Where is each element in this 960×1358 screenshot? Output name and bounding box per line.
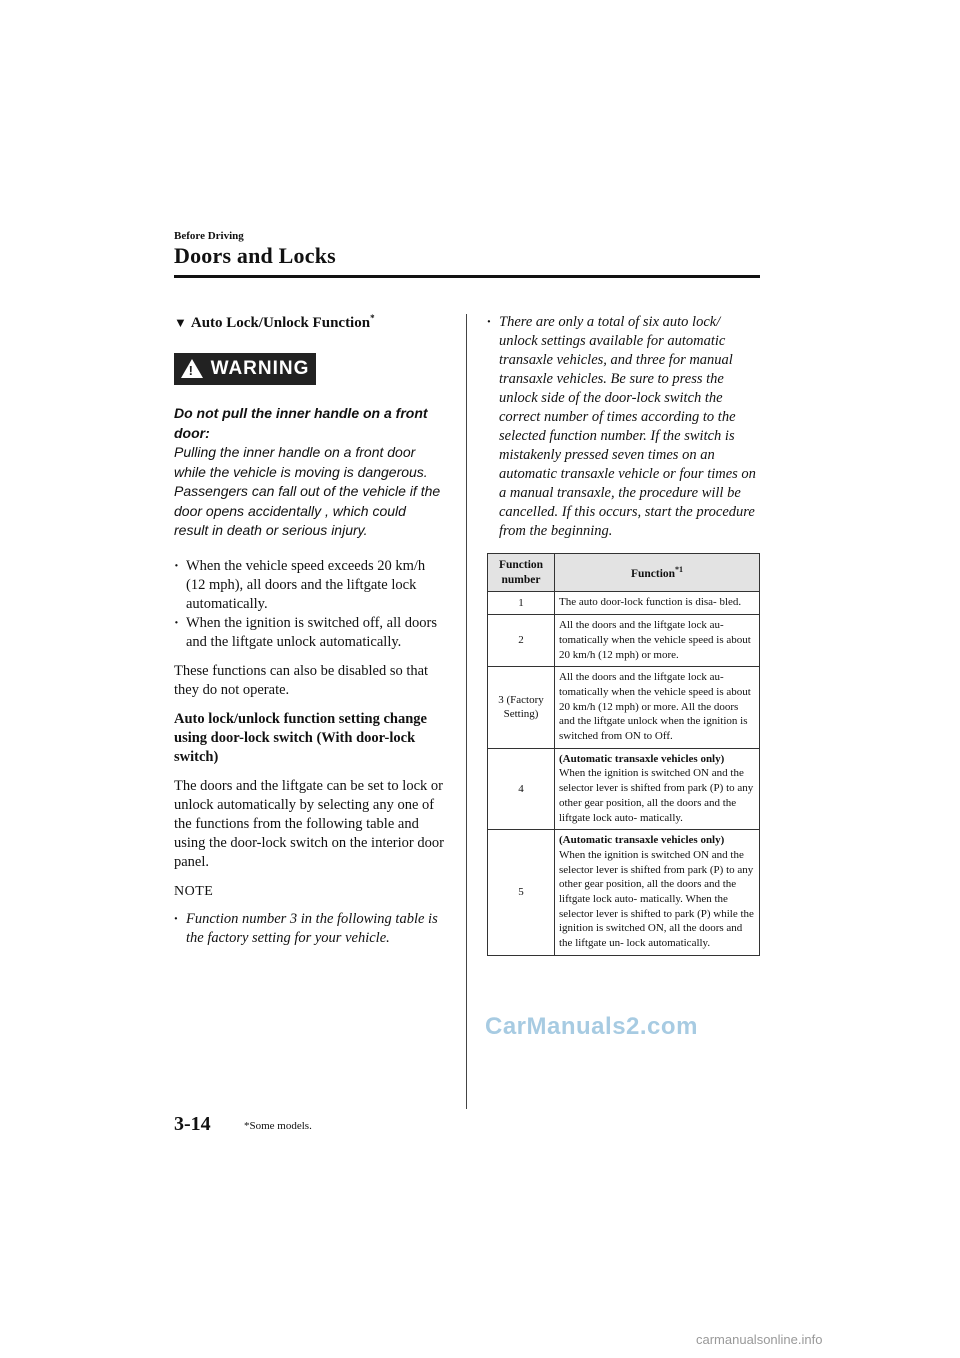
- footnote: *Some models.: [244, 1120, 312, 1132]
- function-description: All the doors and the liftgate lock au- tomatically when the vehicle speed is about 20 km/h (12 mph) or more.: [555, 615, 760, 667]
- table-row: [488, 748, 760, 830]
- left-column: [174, 313, 444, 948]
- chapter-title: Doors and Locks: [174, 243, 336, 268]
- warning-badge: [174, 353, 316, 385]
- function-description: The auto door-lock function is disa- bled.: [555, 592, 760, 615]
- header-rule: [174, 275, 760, 278]
- column-header-number: Function number: [488, 554, 555, 592]
- function-table: [487, 553, 760, 956]
- section-heading: ▼ Auto Lock/Unlock Function*: [174, 313, 375, 331]
- page-number: 3-14: [174, 1113, 211, 1135]
- list-item: · When the vehicle speed exceeds 20 km/h (12 mph), all doors and the liftgate lock automatically.: [174, 557, 444, 614]
- warning-text: [174, 404, 444, 541]
- function-number: 5: [488, 830, 555, 956]
- paragraph: These functions can also be disabled so that they do not operate.: [174, 662, 429, 698]
- list-item: · When the ignition is switched off, all doors and the liftgate unlock automatically.: [174, 614, 444, 652]
- table-row: [488, 830, 760, 956]
- table-row: [488, 615, 760, 667]
- table-row: [488, 592, 760, 615]
- function-description: (Automatic transaxle vehicles only) When the ignition is switched ON and the selector lever is shifted from park (P) to any other gear position, all the doors and the liftgate lock auto- matically.: [555, 748, 760, 830]
- section-label: Before Driving: [174, 230, 244, 242]
- column-header-function: Function$^{*1}$: [555, 554, 760, 592]
- triangle-down-icon: ▼: [174, 315, 187, 330]
- table-header-row: [488, 554, 760, 592]
- warning-body: Pulling the inner handle on a front door while the vehicle is moving is dangerous. Passengers can fall out of the vehicle if the door opens accidentally , which could result in death or serious injury.: [174, 444, 441, 538]
- warning-label: WARNING: [210, 358, 310, 379]
- column-divider: [466, 314, 467, 1109]
- function-description: (Automatic transaxle vehicles only) When the ignition is switched ON and the selector lever is shifted from park (P) to any other gear position, all the doors and the liftgate lock auto- matically. When the selector lever is shifted to park (P) while the ignition is switched ON, all the doors and the liftgate un- lock automatically.: [555, 830, 760, 956]
- table-row: [488, 667, 760, 749]
- note-item: · There are only a total of six auto lock/ unlock settings available for automatic transaxle vehicles, and three for manual transaxle vehicles. Be sure to press the unlock side of the door-lock switch the correct number of times according to the selected function number. If the switch is mistakenly pressed seven times on an automatic transaxle vehicle or four times on a manual transaxle, the procedure will be cancelled. If this occurs, start the procedure from the beginning.: [487, 313, 760, 541]
- note-label: NOTE: [174, 883, 214, 899]
- bullet-list: [174, 557, 444, 652]
- function-number: 4: [488, 748, 555, 830]
- warning-triangle-icon: !: [181, 359, 203, 378]
- function-number: 1: [488, 592, 555, 615]
- paragraph: The doors and the liftgate can be set to lock or unlock automatically by selecting any one of the functions from the following table and using the door-lock switch on the interior door panel.: [174, 777, 444, 870]
- warning-title: Do not pull the inner handle on a front door:: [174, 405, 428, 441]
- function-number: 3 (Factory Setting): [488, 667, 555, 749]
- function-number: 2: [488, 615, 555, 667]
- note-item: · Function number 3 in the following table is the factory setting for your vehicle.: [174, 910, 444, 948]
- function-description: All the doors and the liftgate lock au- tomatically when the vehicle speed is about 20 km/h (12 mph) or more. All the doors and the liftgate unlock when the ignition is switched from ON to Off.: [555, 667, 760, 749]
- watermark-logo: CarManuals2.com: [485, 1013, 698, 1040]
- subheading: Auto lock/unlock function setting change using door-lock switch (With door-lock switch): [174, 710, 427, 765]
- site-watermark: carmanualsonline.info: [696, 1332, 823, 1347]
- right-column: [487, 313, 760, 956]
